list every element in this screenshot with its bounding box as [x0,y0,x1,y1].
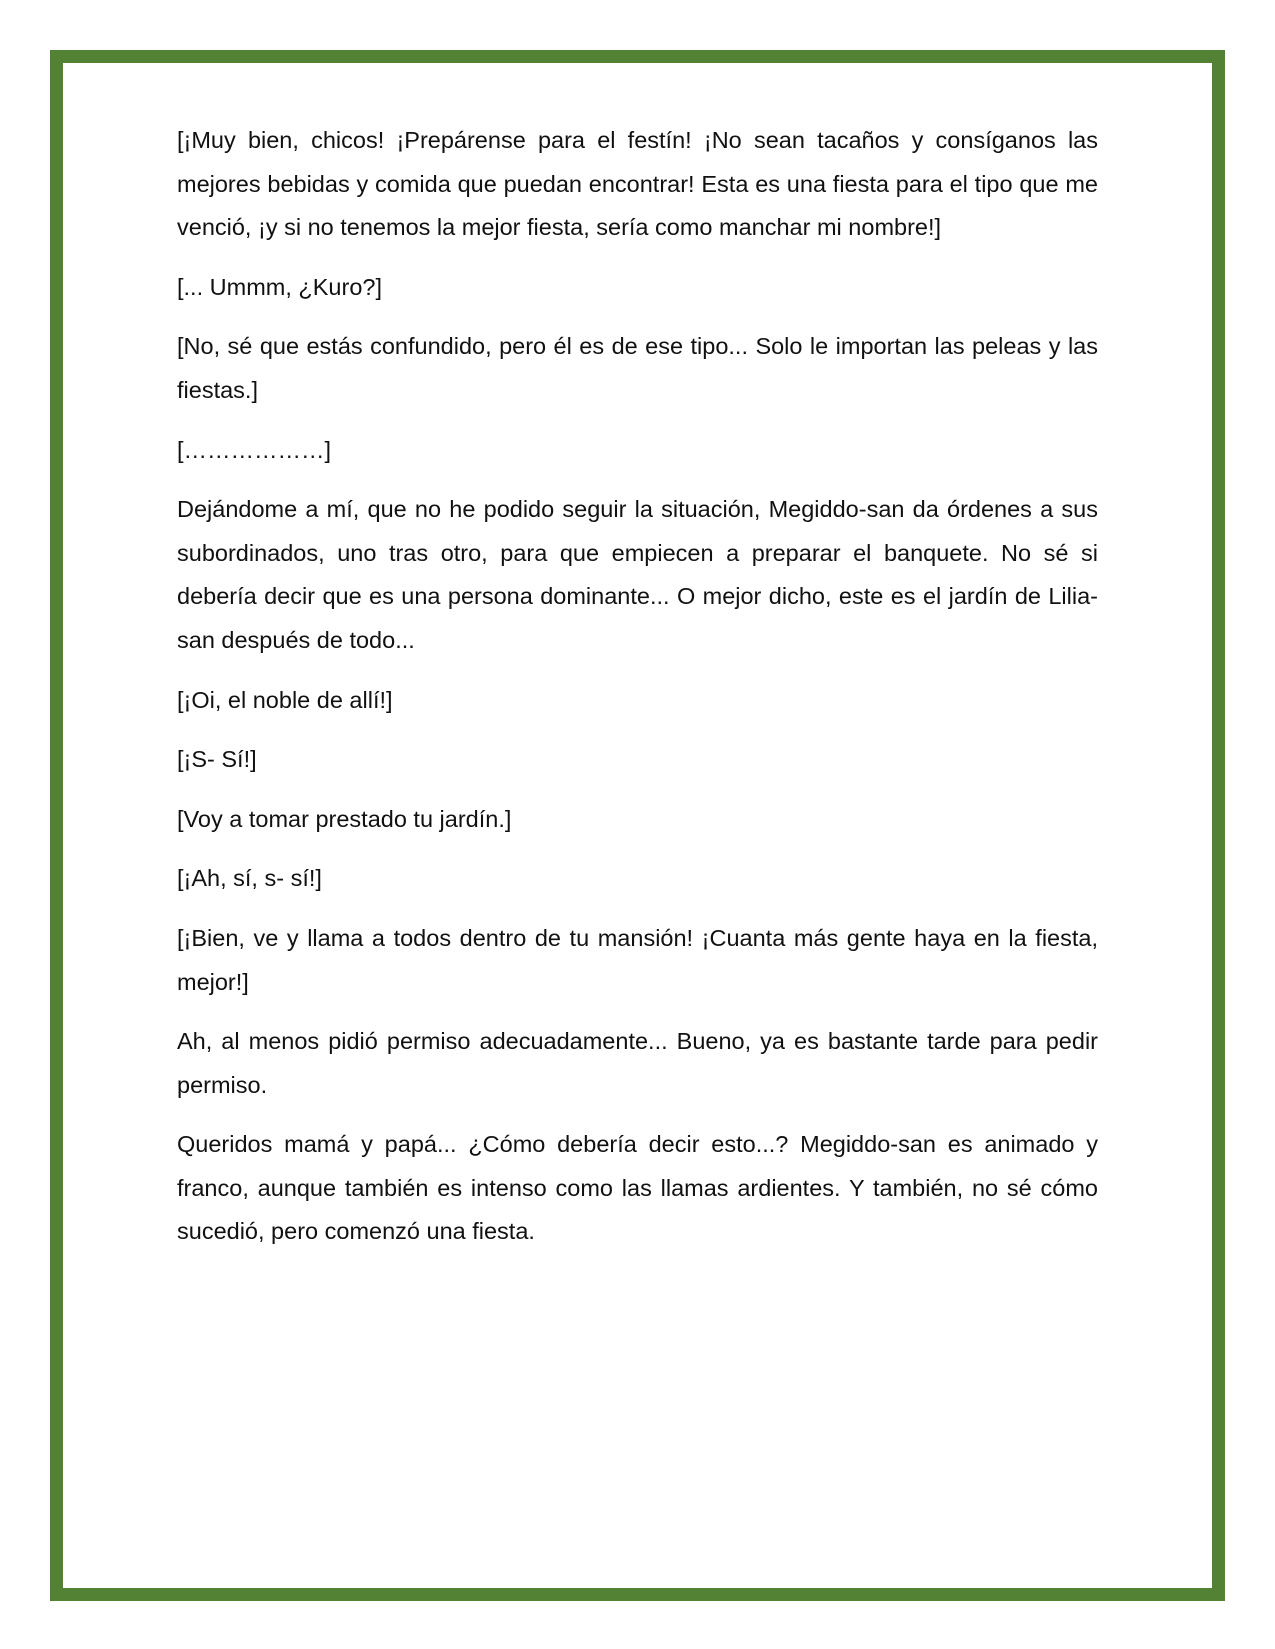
paragraph-3: [No, sé que estás confundido, pero él es de ese tipo... Solo le importan las peleas y las fiestas.] [177,333,1098,403]
paragraph-10: [¡Bien, ve y llama a todos dentro de tu mansión! ¡Cuanta más gente haya en la fiesta, mejor!] [177,924,1098,995]
paragraph-1: [¡Muy bien, chicos! ¡Prepárense para el festín! ¡No sean tacaños y consíganos las mejores bebidas y comida que puedan encontrar! Esta es una fiesta para el tipo que me venció, ¡y si no tenemos la mejor fiesta, sería como manchar mi nombre!] [177,127,1098,241]
paragraph-11: Ah, al menos pidió permiso adecuadamente... Bueno, ya es bastante tarde para pedir permiso. [177,1028,1098,1098]
paragraph-8: [Voy a tomar prestado tu jardín.] [177,805,512,832]
paragraph-5: Dejándome a mí, que no he podido seguir la situación, Megiddo-san da órdenes a sus subordinados, uno tras otro, para que empiecen a preparar el banquete. No sé si debería decir que es una persona dominante... O mejor dicho, este es el jardín de Lilia-san después de todo... [177,496,1098,653]
paragraph-6: [¡Oi, el noble de allí!] [177,686,393,713]
paragraph-4: [………………] [177,436,332,463]
paragraph-12: Queridos mamá y papá... ¿Cómo debería decir esto...? Megiddo-san es animado y franco, aunque también es intenso como las llamas ardientes. Y también, no sé cómo sucedió, pero comenzó una fiesta. [177,1131,1098,1245]
paragraph-9: [¡Ah, sí, s- sí!] [177,865,322,892]
page-text [177,119,1098,1270]
paragraph-2: [... Ummm, ¿Kuro?] [177,273,382,300]
paragraph-7: [¡S- Sí!] [177,746,257,773]
